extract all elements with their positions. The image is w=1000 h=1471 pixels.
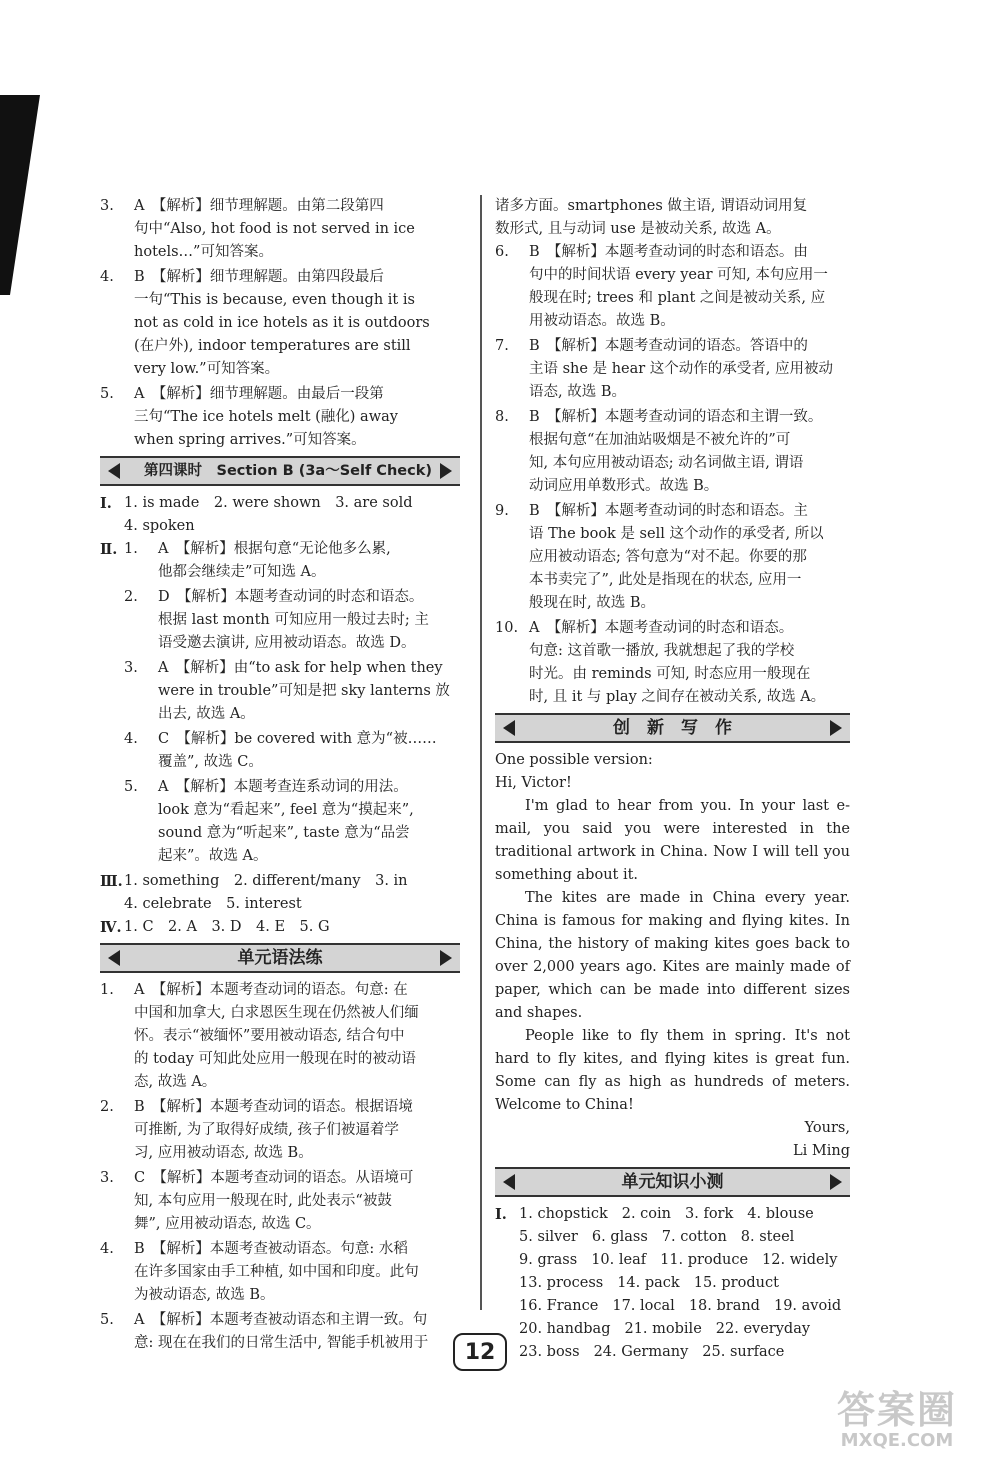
- item-text: B 【解析】本题考查动词的时态和语态。由: [529, 244, 808, 260]
- answer-item: [100, 1167, 460, 1236]
- right-column: [495, 195, 850, 1364]
- vocab-answer: 4. blouse: [747, 1206, 814, 1222]
- answer-item: [124, 586, 460, 655]
- vocab-row: [519, 1249, 855, 1272]
- vocab-answer: 14. pack: [617, 1275, 680, 1291]
- continued-text: [495, 195, 850, 241]
- item-text: B 【解析】本题考查被动语态。句意: 水稻: [134, 1241, 408, 1257]
- vocab-answers: [495, 1203, 850, 1364]
- answer-item: [124, 657, 460, 726]
- item-text: 语 The book 是 sell 这个动作的承受者, 所以: [529, 526, 824, 542]
- item-text: 态, 故选 A。: [134, 1074, 217, 1090]
- vocab-answer: 2. coin: [621, 1206, 672, 1222]
- item-text: C 【解析】本题考查动词的语态。从语境可: [134, 1170, 414, 1186]
- item-text: 般现在时, 故选 B。: [529, 595, 655, 611]
- item-text: 的 today 可知此处应用一般现在时的被动语: [134, 1051, 416, 1067]
- item-text: A 【解析】根据句意“无论他多么累,: [158, 541, 391, 557]
- section-banner-writing: [495, 713, 850, 743]
- item-text: A 【解析】细节理解题。由第二段第四: [134, 198, 384, 214]
- item-number: 5.: [124, 779, 138, 795]
- vocab-answer: 11. produce: [660, 1252, 749, 1268]
- sample-letter: [495, 749, 850, 1163]
- page-number: 12: [453, 1333, 507, 1371]
- item-text: 可推断, 为了取得好成绩, 孩子们被逼着学: [134, 1122, 399, 1138]
- letter-paragraph: People like to fly them in spring. It's not hard to fly kites, and flying kites is great fun. Some can fly as high as hundreds of meters. Welcome to China!: [495, 1028, 850, 1113]
- item-text: A 【解析】本题考查动词的语态。句意: 在: [134, 982, 408, 998]
- section-label: Ⅳ.: [100, 919, 122, 936]
- vocab-answer: 19. avoid: [773, 1298, 842, 1314]
- item-number: 4.: [124, 731, 138, 747]
- answer-row: 1. C 2. A 3. D 4. E 5. G: [124, 919, 330, 935]
- vocab-answer: 21. mobile: [624, 1321, 702, 1337]
- text-line: 数形式, 且与动词 use 是被动关系, 故选 A。: [495, 221, 781, 237]
- answer-item: [495, 241, 850, 333]
- section-banner-lesson4: [100, 456, 460, 486]
- vocab-answer: 12. widely: [762, 1252, 838, 1268]
- item-text: 出去, 故选 A。: [158, 706, 255, 722]
- vocab-answer: 9. grass: [519, 1252, 578, 1268]
- item-text: 怀。表示“被缅怀”要用被动语态, 结合句中: [134, 1028, 405, 1044]
- item-number: 2.: [100, 1099, 114, 1115]
- item-text: not as cold in ice hotels as it is outdoors: [134, 315, 430, 331]
- item-number: 5.: [100, 1312, 114, 1328]
- item-text: when spring arrives.”可知答案。: [134, 432, 366, 448]
- vocab-answer: 24. Germany: [593, 1344, 689, 1360]
- item-text: B 【解析】本题考查动词的语态。根据语境: [134, 1099, 413, 1115]
- watermark-logo: [812, 1379, 982, 1459]
- item-text: 他都会继续走”可知选 A。: [158, 564, 326, 580]
- vocab-row: [519, 1341, 855, 1364]
- section-label: Ⅲ.: [100, 873, 123, 890]
- item-number: 6.: [495, 244, 509, 260]
- letter-intro: One possible version:: [495, 752, 653, 768]
- item-text: B 【解析】本题考查动词的语态。答语中的: [529, 338, 808, 354]
- item-number: 3.: [100, 1170, 114, 1186]
- item-text: 为被动语态, 故选 B。: [134, 1287, 275, 1303]
- item-text: 根据 last month 可知应用一般过去时; 主: [158, 612, 429, 628]
- item-number: 4.: [100, 1241, 114, 1257]
- item-text: 句意: 这首歌一播放, 我就想起了我的学校: [529, 643, 795, 659]
- answer-item: [124, 728, 460, 774]
- vocab-row: [519, 1203, 855, 1226]
- vocab-answer: 18. brand: [688, 1298, 760, 1314]
- vocab-answer: 7. cotton: [661, 1229, 727, 1245]
- answer-item: [100, 266, 460, 381]
- item-text: hotels…”可知答案。: [134, 244, 273, 260]
- vocab-answer: 6. glass: [591, 1229, 648, 1245]
- vocab-answer: 17. local: [612, 1298, 675, 1314]
- vocab-row: [519, 1226, 855, 1249]
- section-banner-quiz: [495, 1167, 850, 1197]
- item-text: 语受邀去演讲, 应用被动语态。故选 D。: [158, 635, 416, 651]
- item-text: were in trouble”可知是把 sky lanterns 放: [158, 683, 450, 699]
- answer-row: 4. celebrate 5. interest: [124, 896, 302, 912]
- item-text: 句中的时间状语 every year 可知, 本句应用一: [529, 267, 828, 283]
- left-column: [100, 195, 460, 1357]
- letter-signature: Li Ming: [793, 1143, 850, 1159]
- section-banner-grammar: [100, 943, 460, 973]
- item-number: 4.: [100, 269, 114, 285]
- answer-item: [100, 1309, 460, 1355]
- answer-item: [100, 1096, 460, 1165]
- arrow-left-icon: [108, 463, 120, 479]
- item-number: 1.: [124, 541, 138, 557]
- item-number: 3.: [100, 198, 114, 214]
- item-text: 在许多国家由手工种植, 如中国和印度。此句: [134, 1264, 419, 1280]
- vocab-answer: 8. steel: [740, 1229, 795, 1245]
- item-text: B 【解析】本题考查动词的语态和主谓一致。: [529, 409, 823, 425]
- item-text: 主语 she 是 hear 这个动作的承受者, 应用被动: [529, 361, 834, 377]
- answer-item: [100, 383, 460, 452]
- text-line: 诸多方面。smartphones 做主语, 谓语动词用复: [495, 198, 808, 214]
- grammar-answers-cont: [495, 241, 850, 709]
- item-text: 般现在时; trees 和 plant 之间是被动关系, 应: [529, 290, 826, 306]
- item-text: 中国和加拿大, 白求恩医生现在仍然被人们缅: [134, 1005, 419, 1021]
- item-text: 覆盖”, 故选 C。: [158, 754, 263, 770]
- answer-item: [100, 195, 460, 264]
- item-text: 时, 且 it 与 play 之间存在被动关系, 故选 A。: [529, 689, 826, 705]
- arrow-right-icon: [830, 1174, 842, 1190]
- item-text: look 意为“看起来”, feel 意为“摸起来”,: [158, 802, 414, 818]
- item-text: 舞”, 应用被动语态, 故选 C。: [134, 1216, 321, 1232]
- vocab-answer: 5. silver: [519, 1229, 578, 1245]
- answer-item: [495, 500, 850, 615]
- vocab-answer: 22. everyday: [715, 1321, 811, 1337]
- vocab-row: [519, 1295, 855, 1318]
- banner-title: 单元语法练: [237, 947, 323, 968]
- section-2: [100, 538, 460, 870]
- item-text: A 【解析】本题考查被动语态和主谓一致。句: [134, 1312, 428, 1328]
- answer-item: [124, 538, 460, 584]
- item-text: A 【解析】由“to ask for help when they: [158, 660, 443, 676]
- section-4: [100, 916, 460, 939]
- item-text: 三句“The ice hotels melt (融化) away: [134, 409, 398, 425]
- item-text: B 【解析】本题考查动词的时态和语态。主: [529, 503, 808, 519]
- grammar-answers: [100, 979, 460, 1355]
- item-text: C 【解析】be covered with 意为“被……: [158, 731, 437, 747]
- vocab-answer: 25. surface: [702, 1344, 785, 1360]
- item-number: 3.: [124, 660, 138, 676]
- vocab-answer: 15. product: [693, 1275, 779, 1291]
- watermark-text: 答案圈: [836, 1388, 957, 1432]
- item-text: very low.”可知答案。: [134, 361, 280, 377]
- item-text: 时光。由 reminds 可知, 时态应用一般现在: [529, 666, 811, 682]
- item-text: 知, 本句应用被动语态; 动名词做主语, 谓语: [529, 455, 804, 471]
- item-number: 5.: [100, 386, 114, 402]
- letter-paragraph: The kites are made in China every year. China is famous for making and flying kites. In China, the history of making kites goes back to over 2,000 years ago. Kites are mainly made of paper, which can be made into different sizes and shapes.: [495, 890, 850, 1021]
- section-1: [100, 492, 460, 538]
- item-text: 应用被动语态; 答句意为“对不起。你要的那: [529, 549, 807, 565]
- arrow-left-icon: [503, 1174, 515, 1190]
- vocab-answer: 20. handbag: [519, 1321, 611, 1337]
- item-text: B 【解析】细节理解题。由第四段最后: [134, 269, 384, 285]
- banner-title: 单元知识小测: [621, 1171, 724, 1192]
- answer-item: [495, 406, 850, 498]
- answer-item: [495, 335, 850, 404]
- page-edge-shadow: [0, 95, 40, 295]
- banner-title: 创 新 写 作: [613, 717, 732, 738]
- item-text: 一句“This is because, even though it is: [134, 292, 415, 308]
- watermark-url: MXQE.COM: [840, 1430, 954, 1451]
- item-number: 7.: [495, 338, 509, 354]
- item-text: 意: 现在在我们的日常生活中, 智能手机被用于: [134, 1335, 429, 1351]
- item-text: 语态, 故选 B。: [529, 384, 626, 400]
- item-number: 10.: [495, 620, 519, 636]
- vocab-answer: 16. France: [519, 1298, 599, 1314]
- item-text: 用被动语态。故选 B。: [529, 313, 675, 329]
- column-divider: [480, 195, 482, 1310]
- vocab-answer: 10. leaf: [591, 1252, 647, 1268]
- item-text: D 【解析】本题考查动词的时态和语态。: [158, 589, 424, 605]
- vocab-answer: 13. process: [519, 1275, 604, 1291]
- item-text: (在户外), indoor temperatures are still: [134, 338, 411, 354]
- letter-closing: Yours,: [804, 1120, 850, 1136]
- item-text: sound 意为“听起来”, taste 意为“品尝: [158, 825, 410, 841]
- arrow-left-icon: [503, 720, 515, 736]
- answer-item: [495, 617, 850, 709]
- item-number: 1.: [100, 982, 114, 998]
- item-number: 8.: [495, 409, 509, 425]
- answer-row: 1. is made 2. were shown 3. are sold: [124, 495, 413, 511]
- section-label: Ⅱ.: [100, 541, 118, 558]
- item-text: A 【解析】本题考查动词的时态和语态。: [529, 620, 794, 636]
- item-text: 习, 应用被动语态, 故选 B。: [134, 1145, 313, 1161]
- item-text: 起来”。故选 A。: [158, 848, 268, 864]
- answer-item: [124, 776, 460, 868]
- vocab-row: [519, 1272, 855, 1295]
- item-text: A 【解析】本题考查连系动词的用法。: [158, 779, 408, 795]
- answer-item: [100, 979, 460, 1094]
- item-text: 动词应用单数形式。故选 B。: [529, 478, 719, 494]
- arrow-right-icon: [830, 720, 842, 736]
- vocab-row: [519, 1318, 855, 1341]
- arrow-right-icon: [440, 950, 452, 966]
- section-label: Ⅰ.: [495, 1206, 507, 1223]
- item-text: 句中“Also, hot food is not served in ice: [134, 221, 415, 237]
- reading-answers: [100, 195, 460, 452]
- answer-item: [100, 1238, 460, 1307]
- vocab-answer: 23. boss: [519, 1344, 580, 1360]
- item-text: A 【解析】细节理解题。由最后一段第: [134, 386, 384, 402]
- letter-greeting: Hi, Victor!: [495, 775, 572, 791]
- answer-row: 1. something 2. different/many 3. in: [124, 873, 408, 889]
- letter-paragraph: I'm glad to hear from you. In your last e-mail, you said you were interested in the traditional artwork in China. Now I will tell you something about it.: [495, 798, 850, 883]
- item-number: 2.: [124, 589, 138, 605]
- item-number: 9.: [495, 503, 509, 519]
- item-text: 本书卖完了”, 此处是指现在的状态, 应用一: [529, 572, 802, 588]
- arrow-left-icon: [108, 950, 120, 966]
- item-text: 根据句意“在加油站吸烟是不被允许的”可: [529, 432, 791, 448]
- vocab-answer: 1. chopstick: [519, 1206, 608, 1222]
- section-3: [100, 870, 460, 916]
- vocab-answer: 3. fork: [685, 1206, 734, 1222]
- arrow-right-icon: [440, 463, 452, 479]
- item-text: 知, 本句应用一般现在时, 此处表示“被鼓: [134, 1193, 392, 1209]
- answer-row: 4. spoken: [124, 518, 195, 534]
- section-label: Ⅰ.: [100, 495, 112, 512]
- banner-title: 第四课时 Section B (3a～Self Check): [144, 462, 432, 479]
